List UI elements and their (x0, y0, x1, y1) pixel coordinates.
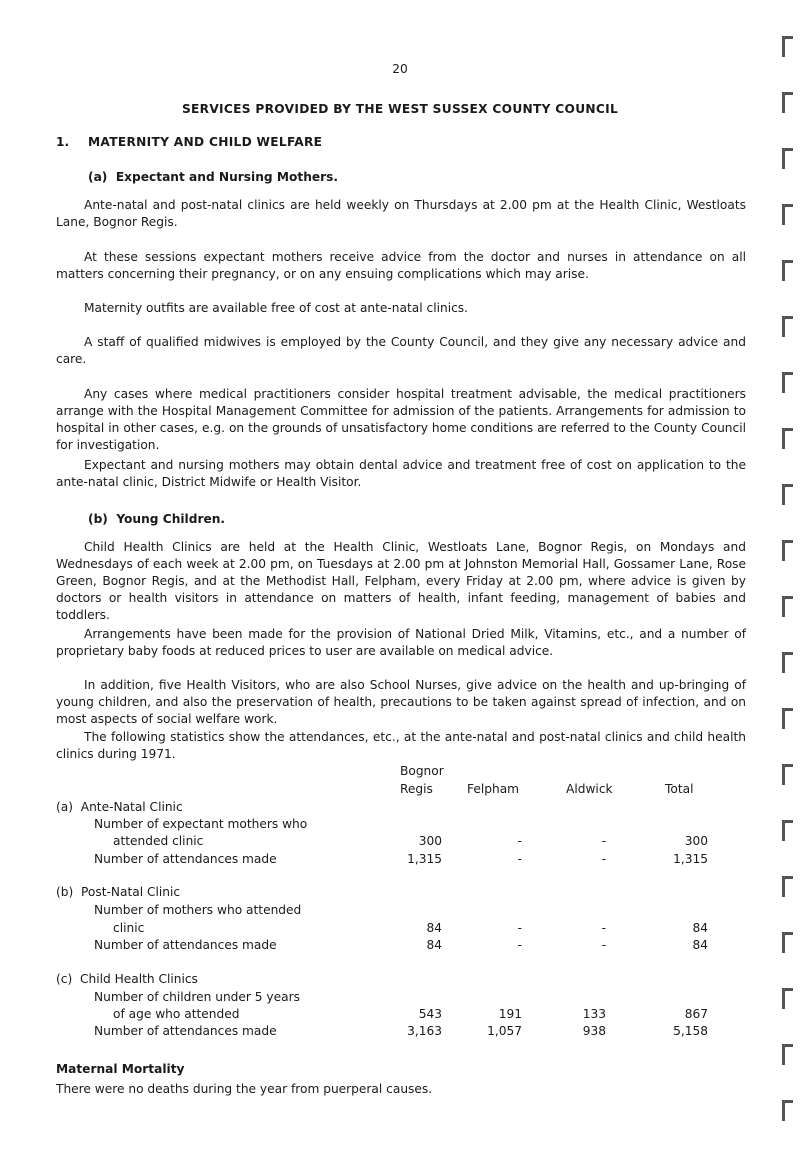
binding-mark (782, 876, 793, 897)
group-a-label: (a) Ante-Natal Clinic (56, 800, 183, 814)
maternal-mortality-text: There were no deaths during the year from puerperal causes. (56, 1082, 433, 1096)
section-number: 1. (56, 135, 70, 149)
binding-mark (782, 148, 793, 169)
table-cell: 84 (692, 921, 708, 935)
page-title: SERVICES PROVIDED BY THE WEST SUSSEX COUNTY COUNCIL (181, 102, 619, 116)
paragraph-national-dried-milk: Arrangements have been made for the provision of National Dried Milk, Vitamins, etc., and a number of proprietary baby foods at reduced prices to user are available on medical advice. (56, 627, 746, 658)
table-cell: - (517, 938, 522, 952)
group-c-label: (c) Child Health Clinics (56, 972, 198, 986)
table-row-label: Number of attendances made (94, 938, 277, 952)
table-row-label: clinic (113, 921, 145, 935)
binding-mark (782, 652, 793, 673)
table-cell: 84 (426, 938, 442, 952)
table-cell: 1,057 (487, 1024, 522, 1038)
paragraph-sessions: At these sessions expectant mothers receive advice from the doctor and nurses in attendance on all matters concerning their pregnancy, or on any ensuing complications which may arise. (56, 250, 746, 281)
column-header-felpham: Felpham (467, 782, 520, 796)
paragraph-midwives: A staff of qualified midwives is employed by the County Council, and they give any necessary advice and care. (56, 335, 746, 366)
binding-mark (782, 316, 793, 337)
table-cell: - (601, 938, 606, 952)
paragraph-maternity-outfits: Maternity outfits are available free of cost at ante-natal clinics. (84, 301, 469, 315)
maternal-mortality-heading: Maternal Mortality (56, 1062, 185, 1076)
paragraph-child-health-clinics: Child Health Clinics are held at the Health Clinic, Westloats Lane, Bognor Regis, on Mondays and Wednesdays of each week at 2.00 pm, on Tuesdays at 2.00 pm at Johnston Memorial Hall, Gossamer Lane, Rose Green, Bognor Regis, and at the Methodist Hall, Felpham, every Friday at 2.00 pm, where advice is given by doctors or health visitors in attendance on matters of health, infant feeding, management of babies and toddlers. (56, 540, 746, 622)
table-cell: 133 (582, 1007, 606, 1021)
table-cell: - (601, 921, 606, 935)
table-cell: 84 (426, 921, 442, 935)
page-number: 20 (392, 62, 408, 76)
column-header-aldwick: Aldwick (566, 782, 613, 796)
binding-mark (782, 708, 793, 729)
binding-mark (782, 988, 793, 1009)
binding-mark (782, 36, 793, 57)
table-cell: 867 (684, 1007, 708, 1021)
binding-mark (782, 260, 793, 281)
table-cell: - (517, 834, 522, 848)
binding-mark (782, 1044, 793, 1065)
table-row-label: Number of children under 5 years (94, 990, 300, 1004)
paragraph-dental: Expectant and nursing mothers may obtain dental advice and treatment free of cost on application to the ante-natal clinic, District Midwife or Health Visitor. (56, 458, 746, 489)
binding-mark (782, 540, 793, 561)
binding-mark (782, 1100, 793, 1121)
binding-mark (782, 596, 793, 617)
binding-mark (782, 428, 793, 449)
table-cell: - (517, 852, 522, 866)
table-cell: 3,163 (407, 1024, 442, 1038)
table-row-label: Number of attendances made (94, 852, 277, 866)
table-cell: 191 (498, 1007, 522, 1021)
table-cell: 938 (582, 1024, 606, 1038)
binding-mark (782, 372, 793, 393)
group-b-label: (b) Post-Natal Clinic (56, 885, 181, 899)
table-cell: 1,315 (407, 852, 442, 866)
binding-mark (782, 932, 793, 953)
column-header-total: Total (665, 782, 694, 796)
column-header-bognor-line2: Regis (400, 782, 433, 796)
table-cell: 84 (692, 938, 708, 952)
binding-mark (782, 204, 793, 225)
table-cell: 543 (418, 1007, 442, 1021)
table-cell: - (601, 834, 606, 848)
table-row-label: attended clinic (113, 834, 204, 848)
paragraph-hospital: Any cases where medical practitioners consider hospital treatment advisable, the medical practitioners arrange with the Hospital Management Committee for admission of the patients. Arrangements for admission to hospital in other cases, e.g. on the grounds of unsatisfactory home conditions are referred to the County Council for investigation. (56, 387, 746, 452)
paragraph-statistics-intro: The following statistics show the attendances, etc., at the ante-natal and post-natal clinics and child health clinics during 1971. (56, 730, 746, 761)
table-cell: 5,158 (673, 1024, 708, 1038)
section-heading: MATERNITY AND CHILD WELFARE (88, 135, 323, 149)
binding-mark (782, 764, 793, 785)
binding-mark (782, 484, 793, 505)
table-cell: - (517, 921, 522, 935)
table-row-label: of age who attended (113, 1007, 240, 1021)
column-header-bognor-line1: Bognor (400, 764, 444, 778)
table-row-label: Number of mothers who attended (94, 903, 302, 917)
table-row-label: Number of attendances made (94, 1024, 277, 1038)
table-cell: 1,315 (673, 852, 708, 866)
table-row-label: Number of expectant mothers who (94, 817, 308, 831)
paragraph-antenatal-clinics: Ante-natal and post-natal clinics are held weekly on Thursdays at 2.00 pm at the Health Clinic, Westloats Lane, Bognor Regis. (56, 198, 746, 229)
table-cell: 300 (418, 834, 442, 848)
table-cell: - (601, 852, 606, 866)
subsection-b-heading: (b) Young Children. (88, 512, 226, 526)
binding-mark (782, 92, 793, 113)
binding-mark (782, 820, 793, 841)
subsection-a-heading: (a) Expectant and Nursing Mothers. (88, 170, 339, 184)
paragraph-health-visitors: In addition, five Health Visitors, who are also School Nurses, give advice on the health and up-bringing of young children, and also the preservation of health, precautions to be taken against spread of infection, and on most aspects of social welfare work. (56, 678, 746, 726)
table-cell: 300 (684, 834, 708, 848)
